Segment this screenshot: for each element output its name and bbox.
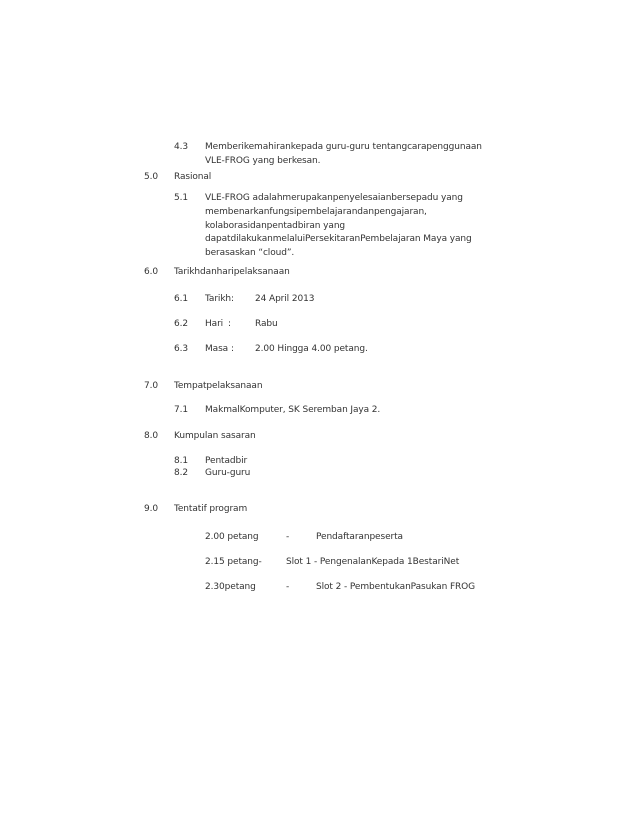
item-5-1-line-1: VLE-FROG adalahmerupakanpenyelesaianbersepadu yang	[205, 193, 463, 203]
schedule-dash: -	[286, 582, 290, 592]
section-7-title: Tempatpelaksanaan	[174, 381, 263, 391]
item-6-3-number: 6.3	[174, 344, 189, 354]
section-8-title: Kumpulan sasaran	[174, 431, 256, 441]
schedule-activity: Slot 2 - PembentukanPasukan FROG	[316, 582, 476, 592]
item-6-2-number: 6.2	[174, 319, 189, 329]
schedule-time: 2.30petang	[205, 582, 256, 592]
schedule-time: 2.00 petang	[205, 532, 259, 542]
item-8-2-text: Guru-guru	[205, 468, 251, 478]
item-6-1-label: Tarikh	[205, 294, 232, 304]
item-8-2-number: 8.2	[174, 468, 189, 478]
item-7-1-number: 7.1	[174, 405, 189, 415]
section-8-number: 8.0	[144, 431, 159, 441]
item-6-2-label: Hari	[205, 319, 224, 329]
section-5-title: Rasional	[174, 172, 212, 182]
item-5-1-number: 5.1	[174, 193, 189, 203]
schedule-activity: Slot 1 - PengenalanKepada 1BestariNet	[286, 557, 460, 567]
item-5-1-line-5: berasaskan “cloud”.	[205, 248, 295, 258]
schedule-activity: Pendaftaranpeserta	[316, 532, 403, 542]
section-7-number: 7.0	[144, 381, 159, 391]
section-9-title: Tentatif program	[174, 504, 248, 514]
item-5-1-line-3: kolaborasidanpentadbiran yang	[205, 221, 346, 231]
item-5-1-line-4: dapatdilakukanmelaluiPersekitaranPembelajaran Maya yang	[205, 234, 472, 244]
item-6-2-colon: :	[228, 319, 231, 329]
item-8-1-text: Pentadbir	[205, 456, 248, 466]
schedule-dash: -	[286, 532, 290, 542]
item-6-1-value: 24 April 2013	[255, 294, 315, 304]
section-5-number: 5.0	[144, 172, 159, 182]
section-6-number: 6.0	[144, 267, 159, 277]
item-6-1-number: 6.1	[174, 294, 189, 304]
section-9-number: 9.0	[144, 504, 159, 514]
item-5-1-line-2: membenarkanfungsipembelajarandanpengajaran,	[205, 207, 427, 217]
item-8-1-number: 8.1	[174, 456, 189, 466]
section-6-title: Tarikhdanharipelaksanaan	[174, 267, 290, 277]
item-6-3-value: 2.00 Hingga 4.00 petang.	[255, 344, 368, 354]
item-6-1-colon: :	[231, 294, 234, 304]
item-6-3-colon: :	[231, 344, 234, 354]
item-4-3-line-1: Memberikemahirankepada guru-guru tentangcarapenggunaan	[205, 142, 482, 152]
item-6-2-value: Rabu	[255, 319, 278, 329]
item-7-1-text: MakmalKomputer, SK Seremban Jaya 2.	[205, 405, 381, 415]
schedule-time: 2.15 petang-	[205, 557, 262, 567]
item-6-3-label: Masa	[205, 344, 229, 354]
item-4-3-line-2: VLE-FROG yang berkesan.	[205, 156, 321, 166]
item-4-3-number: 4.3	[174, 142, 189, 152]
